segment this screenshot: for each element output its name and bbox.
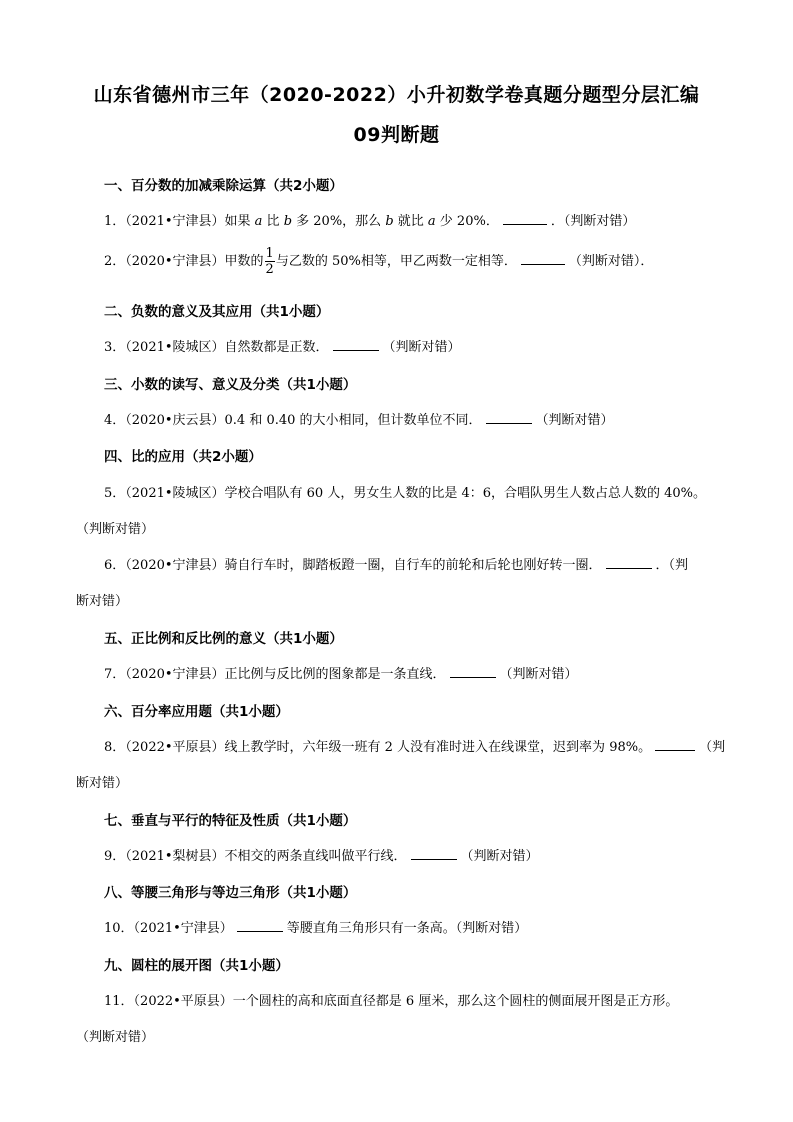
question-8: 8．（2022•平原县）线上教学时，六年级一班有 2 人没有准时进入在线课堂，迟到率为 98%。 （判 — [104, 736, 725, 755]
answer-blank[interactable] — [521, 251, 565, 265]
section-heading: 五、正比例和反比例的意义（共1小题） — [104, 631, 343, 647]
question-1: 1．（2021•宁津县）如果 a 比 b 多 20%，那么 b 就比 a 少 20%． ．（判断对错） — [104, 210, 635, 229]
section-heading: 六、百分率应用题（共1小题） — [104, 704, 289, 720]
question-5: 5．（2021•陵城区）学校合唱队有 60 人，男女生人数的比是 4：6，合唱队男生人数占总人数的 40%。 — [104, 486, 707, 501]
section-heading: 七、垂直与平行的特征及性质（共1小题） — [104, 813, 357, 829]
section-heading: 二、负数的意义及其应用（共1小题） — [104, 304, 330, 320]
fraction: $\frac{1}{2}$ — [265, 246, 274, 277]
section-heading: 三、小数的读写、意义及分类（共1小题） — [104, 377, 357, 393]
answer-blank[interactable] — [237, 918, 283, 932]
section-heading: 九、圆柱的展开图（共1小题） — [104, 958, 289, 974]
question-4: 4．（2020•庆云县）0.4 和 0.40 的大小相同，但计数单位不同． （判断对错） — [104, 409, 614, 428]
question-5-continuation: （判断对错） — [76, 522, 155, 537]
question-2: 2．（2020•宁津县）甲数的 $\frac{1}{2}$ 与乙数的 50%相等，甲乙两数一定相等． （判断对错）． — [104, 246, 654, 277]
section-heading: 一、百分数的加减乘除运算（共2小题） — [104, 178, 343, 194]
section-heading: 四、比的应用（共2小题） — [104, 449, 262, 465]
document-subtitle: 09判断题 — [353, 124, 440, 146]
question-11: 11．（2022•平原县）一个圆柱的高和底面直径都是 6 厘米，那么这个圆柱的侧面展开图是正方形。 — [104, 994, 679, 1009]
answer-blank[interactable] — [655, 737, 695, 751]
question-9: 9．（2021•梨树县）不相交的两条直线叫做平行线． （判断对错） — [104, 845, 539, 864]
question-11-continuation: （判断对错） — [76, 1030, 155, 1045]
question-8-continuation: 断对错） — [76, 776, 129, 791]
document-title: 山东省德州市三年（2020-2022）小升初数学卷真题分题型分层汇编 — [93, 84, 700, 106]
question-3: 3．（2021•陵城区）自然数都是正数． （判断对错） — [104, 336, 461, 355]
answer-blank[interactable] — [450, 664, 496, 678]
question-6-continuation: 断对错） — [76, 594, 129, 609]
answer-blank[interactable] — [606, 555, 652, 569]
answer-blank[interactable] — [411, 846, 457, 860]
section-heading: 八、等腰三角形与等边三角形（共1小题） — [104, 885, 357, 901]
question-10: 10．（2021•宁津县） 等腰直角三角形只有一条高。（判断对错） — [104, 917, 527, 936]
answer-blank[interactable] — [486, 410, 532, 424]
question-7: 7．（2020•宁津县）正比例与反比例的图象都是一条直线． （判断对错） — [104, 663, 578, 682]
answer-blank[interactable] — [503, 211, 547, 225]
answer-blank[interactable] — [333, 337, 379, 351]
question-6: 6．（2020•宁津县）骑自行车时，脚踏板蹬一圈，自行车的前轮和后轮也刚好转一圈． ．（判 — [104, 554, 688, 573]
